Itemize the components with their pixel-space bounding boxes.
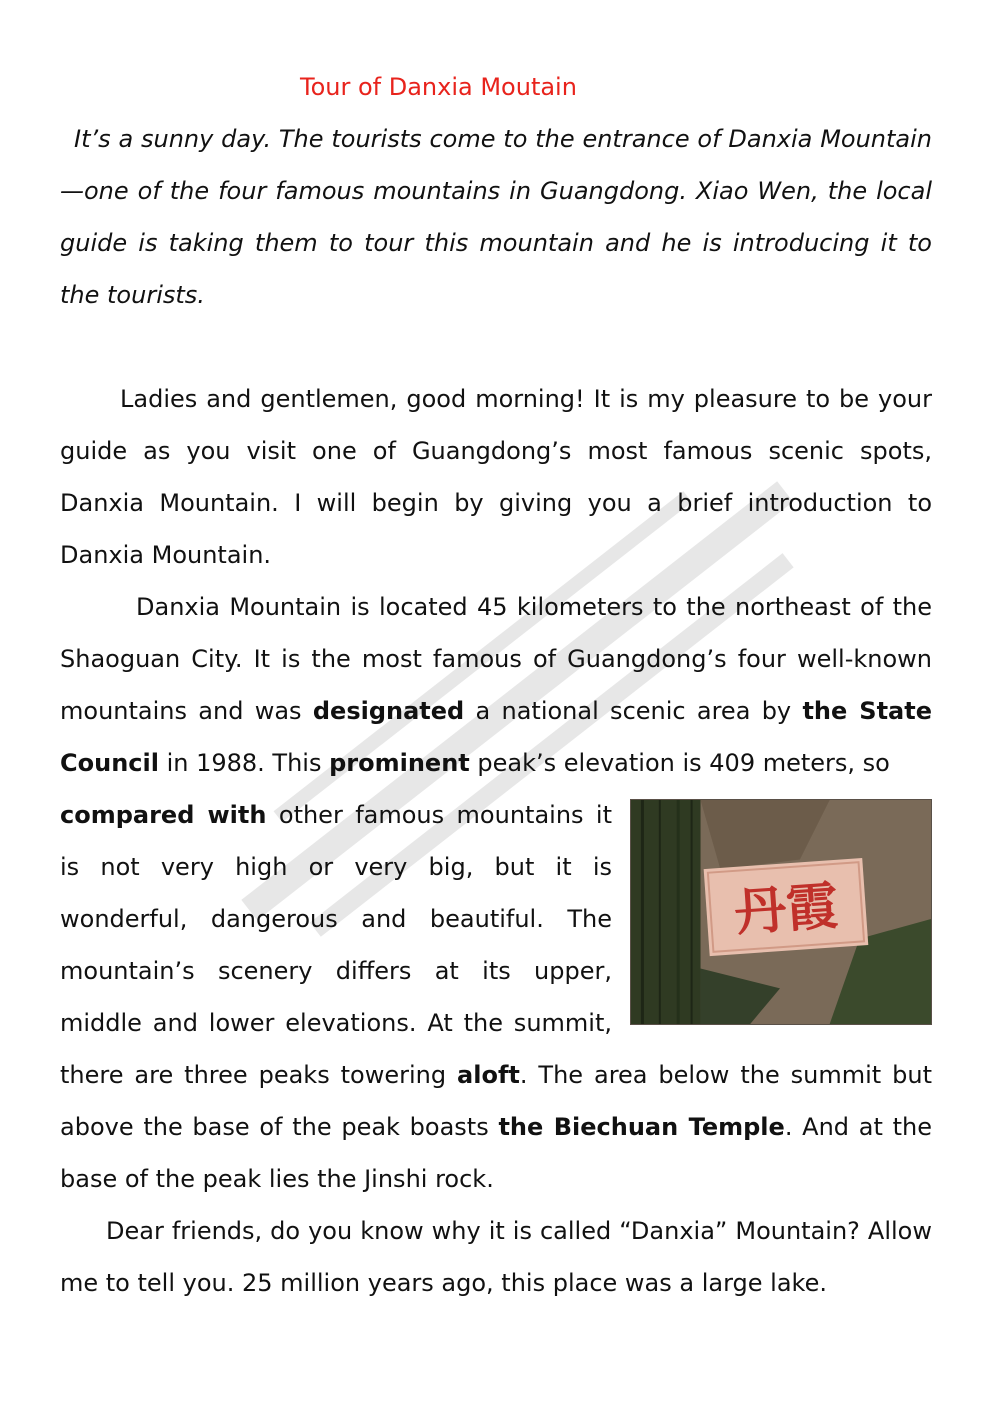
location-text-4: peak’s elevation is 409 meters, so (469, 749, 890, 777)
keyword-designated: designated (312, 697, 465, 725)
scenery-paragraph (60, 789, 932, 1205)
keyword-compared-with: compared with (60, 801, 267, 829)
document-body (60, 113, 932, 1309)
scenery-text-3: . And at the base of the peak lies the Jinshi rock. (60, 1113, 932, 1193)
name-origin-paragraph: Dear friends, do you know why it is called “Danxia” Mountain? Allow me to tell you. 25 million years ago, this place was a large lake. (60, 1217, 932, 1297)
scenery-text-1: other famous mountains it is not very high or very big, but it is wonderful, dangerous and beautiful. The mountain’s scenery differs at its upper, middle and lower elevations. At the summit, there are three peaks towering (60, 801, 613, 1089)
greeting-paragraph: Ladies and gentlemen, good morning! It is my pleasure to be your guide as you visit one of Guangdong’s most famous scenic spots, Danxia Mountain. I will begin by giving you a brief introduction to Danxia Mountain. (60, 385, 932, 569)
scenery-text-2: . The area below the summit but above the base of the peak boasts (60, 1061, 932, 1141)
keyword-prominent: prominent (329, 749, 470, 777)
danxia-photo (630, 799, 932, 1025)
location-text-1: Danxia Mountain is located 45 kilometers to the northeast of the Shaoguan City. It is the most famous of Guangdong’s four well-known mountains and was (60, 593, 932, 725)
location-text-2: a national scenic area by (464, 697, 803, 725)
keyword-biechuan-temple: the Biechuan Temple (498, 1113, 785, 1141)
intro-paragraph: It’s a sunny day. The tourists come to the entrance of Danxia Mountain—one of the four famous mountains in Guangdong. Xiao Wen, the local guide is taking them to tour this mountain and he is introducing it to the tourists. (60, 125, 932, 309)
keyword-aloft: aloft (457, 1061, 520, 1089)
document-title: Tour of Danxia Moutain (300, 73, 577, 101)
paragraph-spacer (60, 321, 932, 373)
keyword-state-council: the State Council (60, 697, 932, 777)
location-text-3: in 1988. This (158, 749, 330, 777)
photo-inscription: 丹霞 (732, 876, 840, 944)
location-paragraph (60, 581, 932, 789)
